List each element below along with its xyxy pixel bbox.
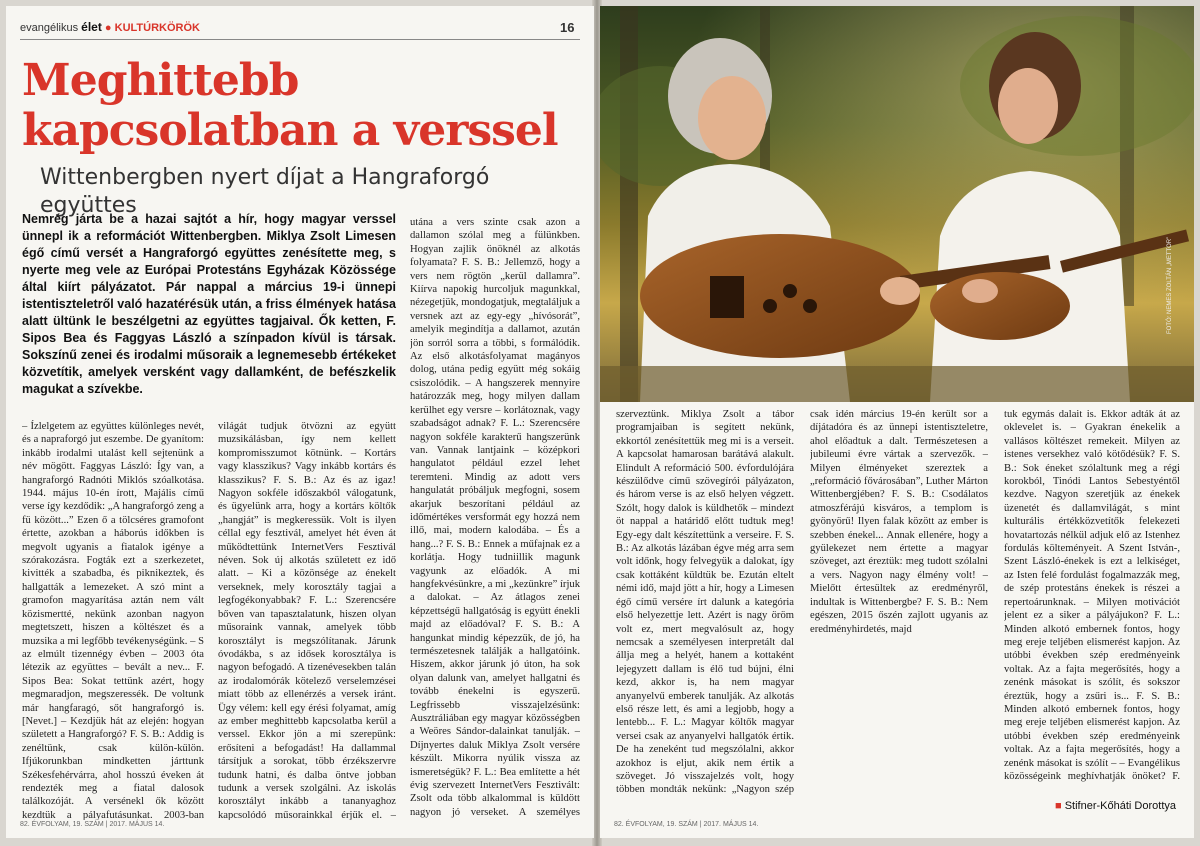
- text-column-5: [810, 408, 988, 798]
- magazine-name-bold: élet: [81, 20, 102, 34]
- text-column-3: [410, 216, 580, 820]
- article-subtitle: Wittenbergben nyert díjat a Hangraforgó együttes: [40, 165, 490, 218]
- column-text: – Ízlelgetem az együttes különleges nevét, és a napraforgó jut eszembe. De gyanítom: inkább irodalmi utalást kell sejtenünk a név mögött. Faggyas László: Így van, a hangraforgó Radnóti Miklós szóalkotása. 1944. május 10-én írott, Majális című verse így kezdődik: „A hangraforgó zeng a fü között...” Ezen ő a tölcséres gramofont értette, azokban a háborús időkben is megvolt ugyanis a fiatalok igénye a szórakozásra. Fogták ezt a szerkezetet, kivitték a szabadba, és piknikeztek, és hallgatták a lemezeket. A szó mint a gramofon magyarítása aztán nem vált közismertté, nekünk azonban nagyon megtetszett, hiszen a költészet és a muzsika a mi legfőbb tevékenységünk. – S az elmúlt tizennégy évben – 2003 óta létezik az együttes – bevált a nev... F. Sipos Bea: Sokat tettünk azért, hogy megmaradjon, megszeressék. De voltunk már hangfaragó, sőt hangraforgó is. [Nevet.] – Kezdjük hát az elején: hogyan született a Hangraforgó? F. S. B.: Addig is zenéltünk, csak külön-külön. Ifjúkorunkban mindketten járttunk Székesfehérvárra, ahol hosszú éveken át rendezték meg a fiatal dalosok találkozóját. A versénekl ők között kezdtük a pályafutásunkat. 2003-ban: [22, 421, 204, 820]
- photo-illustration: [600, 6, 1194, 402]
- magazine-name-plain: evangélikus: [20, 22, 79, 34]
- header-rule: [20, 39, 580, 40]
- column-text: csak idén március 19-én került sor a díjátadóra és az ünnepi istentiszteletre, ahol előadtuk a dalt. Természetesen a jubileumi évre vártak a szervezők. – Milyen élményeket szereztek a „reformáció fővárosában”, Luther Márton Wittenbergjében? F. S. B.: Csodálatos atmoszférájú kisváros, a templom is gyönyörű! Ilyen falak között az ember is szebben énekel... Annak ellenére, hogy a gyülekezet nem értette a magyar szöveget, azt éreztük: meg tudott szólalni a vers. Nagyon nagy élmény volt! – Mielőtt értesültek az eredményről, indultak is Wittenbergbe? F. S. B.: Nem egészen, 2015 őszén zajlott ugyanis az eredményhirdetés, majd: [810, 409, 988, 635]
- footer-issue: 82. ÉVFOLYAM, 19. SZÁM | 2017. MÁJUS 14.: [20, 821, 165, 828]
- article-headline: Meghittebb kapcsolatban a verssel: [22, 55, 558, 156]
- bullet-icon: ●: [104, 22, 112, 34]
- article-byline: [1055, 800, 1176, 812]
- text-column-6: [1004, 408, 1180, 782]
- column-text: világát tudjuk ötvözni az együtt muzsikálásban, így nem kellett kompromisszumot kötnünk. – Kortárs vagy klasszikus? Vagy inkább kortárs és klasszikus? F. S. B.: Az és az igaz! Nagyon sokféle időszakból válogatunk, és ügyelünk arra, hogy a kortárs költők „hangját” is megkeressük. Volt is ilyen céllal egy fesztivál, amelyet hét éven át működtettünk InternetVers Fesztivál néven. Sok új alkotás született ez idő alatt. – Ki a közönsége az énekelt verseknek, mely korosztály tagjai a legfogékonyabbak? F. L.: Szerencsére bőven van tapasztalatunk, hiszen olyan műsoraink vannak, amelyek több korosztályt is megszólítanak. Járunk óvodákba, s az idősek korosztálya is nagyon befogadó. A tizenévesekben talán az irodalomórák kötelező verselemzései miatt több az ellenérzés a versek iránt. Ügy vélem: kell egy érési folyamat, amíg az ember meghittebb kapcsolatba kerül a verssel. Ekkor jön a mi szerepünk: erősíteni a befogadást! Ha dallammal társítjuk a sorokat, több érzékszervre tudunk hatni, és dalba öntve jobban tudunk a versek szolgálni. Az iskolás korosztályt inkább a tananyaghoz kapcsolódó műsorainkkal érjük el. –: [218, 421, 396, 820]
- article-lead: Nemrég járta be a hazai sajtót a hír, hogy magyar verssel ünnepl ik a reformációt Wittenbergben. Miklya Zsolt Limesen égő című versét a Hangraforgó együttes zenésítette meg, s nyerte meg vele az Európai Protestáns Egyházak Közössége által kiírt pályázatot. Pár nappal a március 19-i ünnepi istentiszteletről való hazatérésük után, a friss élmények hatása alatt ültünk le beszélgetni az együttes tagjaival. Ők ketten, F. Sipos Bea és Faggyas László a színpadon kívül is társak. Sokszínű zenei és irodalmi műsoraik a legnemesebb értékeket közvetítik, amelyek versként vagy dallamként, de befészkelik magukat a szívekbe.: [22, 212, 396, 396]
- masthead: [20, 20, 200, 34]
- right-page: [600, 6, 1194, 838]
- band-photo: [600, 6, 1194, 402]
- text-column-1: [22, 420, 204, 820]
- byline-author: Stifner-Kőháti Dorottya: [1064, 800, 1176, 812]
- photo-credit: FOTÓ: NEMES ZOLTÁN „METTOR”: [1167, 236, 1173, 334]
- left-page: [6, 6, 594, 838]
- square-bullet-icon: ■: [1055, 800, 1062, 812]
- text-column-4: [616, 408, 794, 798]
- text-column-2: [218, 420, 396, 820]
- column-text: szerveztünk. Miklya Zsolt a tábor programjaiban is segített nekünk, ekkortól zenésítettük meg mi is a verseit. A kapcsolat hamarosan barátává alakult. Elindult A reformáció 500. évfordulójára készülődve című szövegírói pályázaton, és három verse is az első helyen végzett. Szólt, hogy dalok is küldhetők – mindezt öt nappal a határidő előtt tudtuk meg! Egy-egy dalt készítettünk a verseire. F. S. B.: Az alkotás lázában égve még arra sem volt időnk, hogy felvegyük a dalokat, így csak kottáként küldtük be. Ezután eltelt némi idő, majd jött a hír, hogy a Limesen égő című versére írt dalunk a kategória első helyezettje lett. Azért is nagy öröm volt ez, mert megvalósult az, hogy nemcsak a személyesen interpretált dal állja meg a helyét, hanem a kottaként lejegyzett dallam is élő tud bújni, élni kezd, akkor is, ha nem magyar anyanyelvű emberek tanulják. Az alkotás első része lett, és ami a legjobb, hogy a lentebb... F. L.: Magyar költők magyar versei csak az anyanyelvi hallgatók értik. De ha zeneként tud megszólalni, akkor azokhoz is eljut, akik nem értik a szöveget. Jó visszajelzés volt, hogy többen mondták nekünk: „Nagyon szép: [616, 409, 794, 796]
- section-name: KULTÚRKÖRÖK: [114, 22, 200, 34]
- page-number: 16: [560, 20, 575, 35]
- footer-issue-right: 82. ÉVFOLYAM, 19. SZÁM | 2017. MÁJUS 14.: [614, 821, 759, 828]
- column-text: tuk egymás dalait is. Ekkor adták át az oklevelet is. – Gyakran énekelik a vallásos költészet remekeit. Milyen az istenes versekhez való kötődésük? F. S. B.: Sok éneket szólaltunk meg a régi korokból, Tinódi Lantos Sebestyéntől kezdve. Nagyon szeretjük az énekek üzenetét és dallamvilágát, s mint kulturális értékközvetítők felekezeti hovatartozás nélkül adjuk elő az Istenhez fordulás költeményeit. A Szent István-, Szent László-énekek is ezt a lelkiséget, az Isten felé fordulást fogalmazzák meg, de szép protestáns énekek is részei a repertoárunknak. – Milyen motivációt jelent ez a siker a pályájukon? F. L.: Minden alkotó embernek fontos, hogy meg ereje teljében elismerést kapjon. Az utóbbi években szép eredményeink voltak. Az a fajta megerősítés, hogy a zenénk másokat is szólít, és sokszor éreztük, hogy a zsűri is... F. S. B.: Minden alkotó embernek fontos, hogy meg ereje teljében elismerést kapjon. Az utóbbi években szép eredményeink voltak. Az a fajta megerősítés, hogy a zenénk másokat is szólít – – Evangélikus közösségeink meghívhatják önöket? F.: [1004, 409, 1180, 782]
- column-text: utána a vers szinte csak azon a dallamon szólal meg a fülünkben. Hogyan zajlik önöknél az alkotás folyamata? F. S. B.: Jellemző, hogy a vers nem rögtön „kerül dallamra”. Kiírva napokig hurcoljuk magunkkal, nézegetjük, mondogatjuk, megtaláljuk a versnek azt az egy-egy „hívósorát”, amelyik megindítja a dallamot, azután jön sorról sorra a többi, s formálódik. Az első alkotásfolyamat magányos dolog, utána pedig együtt még sokáig csiszolódik. – A hangszerek mennyire határozzák meg, hogy milyen dallam kerülhet egy versre – korlátoznak, vagy szabadságot adnak? F. L.: Szerencsére nagyon sokféle karakterű hangszerünk van. Vannak lantjaink – középkori hangulatot például ezzel lehet teremteni. Mindig az adott vers hangulatát próbáljuk megfogni, sosem akarjuk beszorítani például az időmértékes versformát egy hozzá nem illő, mai, modern kalodába. – És a hang...? F. S. B.: Ennek a műfajnak ez a korlátja. Hogy tudniillik magunk vagyunk az előadók. A mi hangfekvésünkre, a mi „kezünkre” írjuk a dalokat. – Az átlagos zenei képzettségű hallgatóság is együtt énekli majd az előadóval? F. S. B.: A hangunkat mindig képezzük, de jó, ha természetesnek találják a hallgatóink. Hiszem, akkor járunk jó úton, ha sok olyan dalunk van, amelyet hallgatni és tovább énekelni is egyszerű. Legfrissebb visszajelzésünk: Ausztráliában egy magyar közösségben a Weöres Sándor-dalainkat tanulják. – Díjnyertes daluk Miklya Zsolt versére készült. Mikorra nyúlik vissza az ismeretségük? F. L.: Bea említette a hét évig szervezett InternetVers Fesztivált: Zsolt oda több alkalommal is küldött nagyon jó verseket. A személyes: [410, 217, 580, 818]
